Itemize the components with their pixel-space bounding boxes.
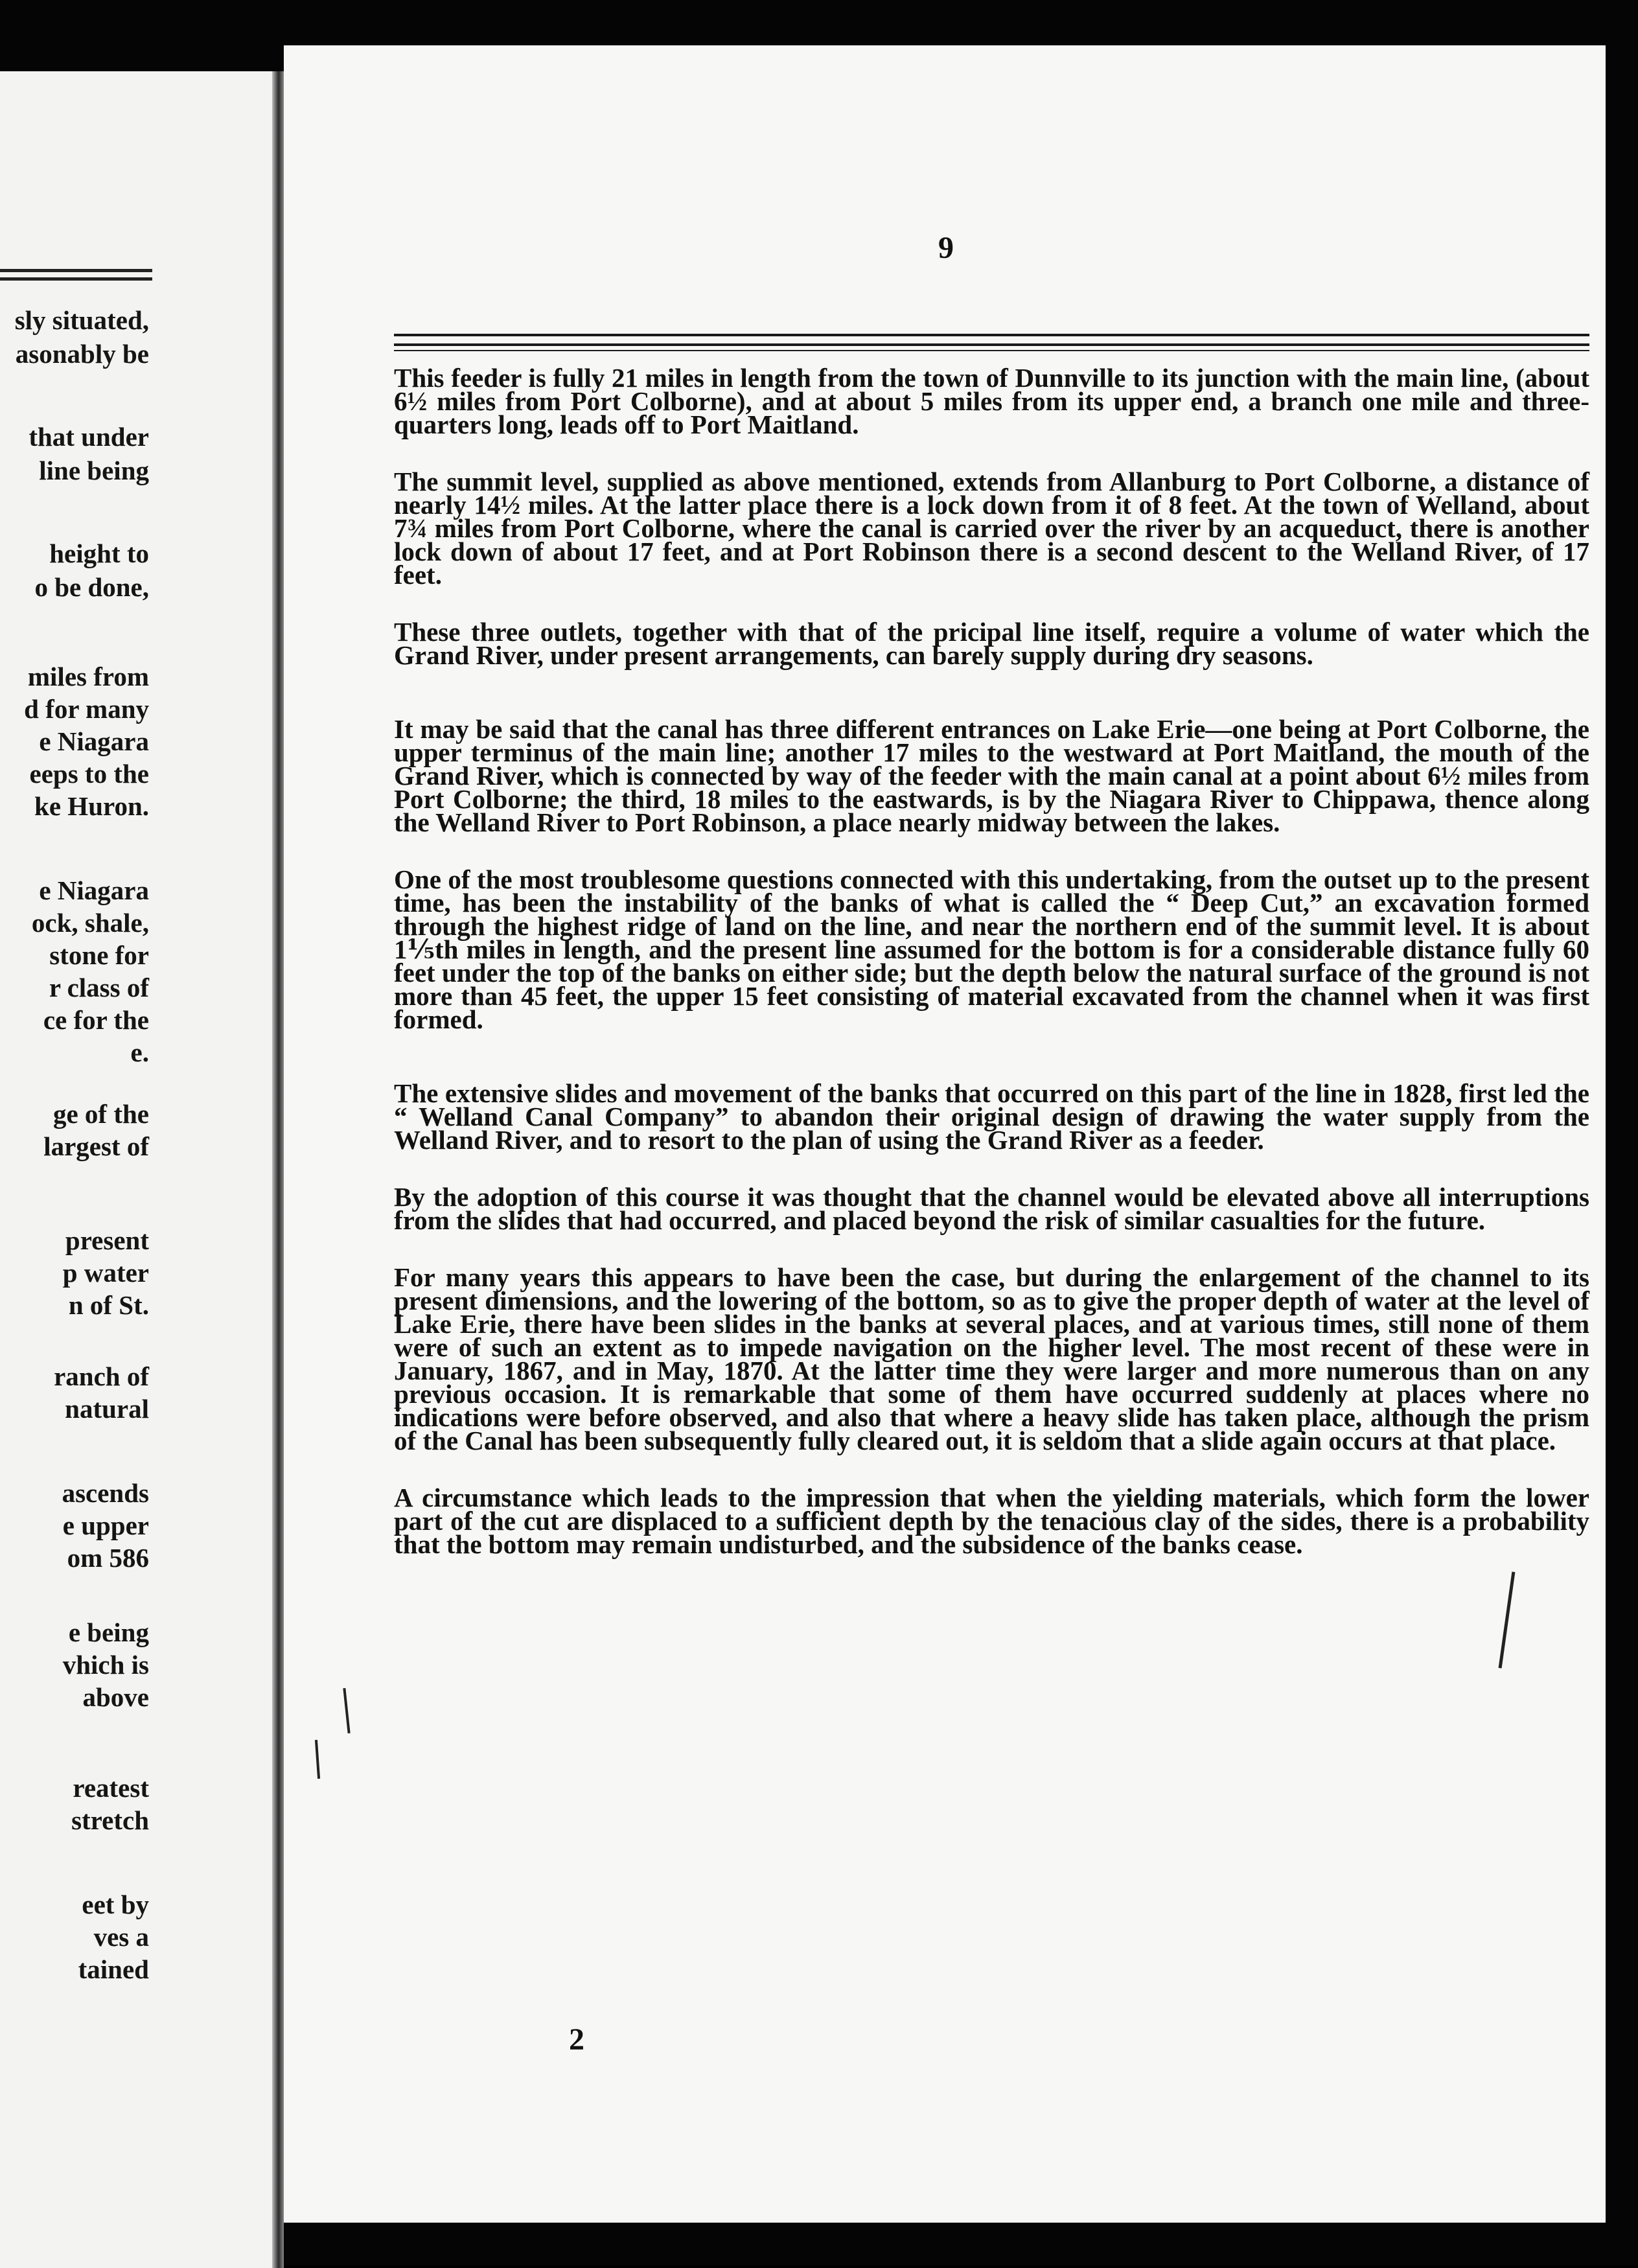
left-page-line: ascends bbox=[62, 1478, 149, 1508]
left-page-line: ock, shale, bbox=[31, 908, 149, 938]
left-page-line: e Niagara bbox=[39, 726, 149, 756]
left-page-rule bbox=[0, 269, 152, 272]
header-rule bbox=[394, 350, 1589, 351]
left-page-line: natural bbox=[65, 1394, 149, 1424]
body-text bbox=[394, 363, 1589, 1590]
left-page-line: that under bbox=[29, 422, 149, 452]
left-page-fragment bbox=[0, 71, 272, 2268]
paragraph: It may be said that the canal has three different entrances on Lake Erie—one being at Port Colborne, the upper terminus of the main line; another 17 miles to the westward at Port Maitland, the mouth of the Grand River, which is connected by way of the feeder with the main canal at a point about 6½ miles from Port Colborne; the third, 18 miles to the eastwards, is by the Niagara River to Chippawa, thence along the Welland River to Port Robinson, a place nearly midway between the lakes. bbox=[394, 714, 1589, 837]
left-page-line: ge of the bbox=[52, 1099, 149, 1129]
left-page-line: height to bbox=[49, 538, 149, 568]
paragraph: One of the most troublesome questions connected with this undertaking, from the outset up to the present time, has been the instability of the banks of what is called the “ Deep Cut,” an excavation formed through the highest ridge of land on the line, and near the northern end of the summit level. It is about 1⅕th miles in length, and the present line assumed for the bottom is for a considerable distance fully 60 feet under the top of the banks on either side; but the depth below the natural surface of the ground is not more than 45 feet, the upper 15 feet consisting of material excavated from the channel when it was first formed. bbox=[394, 864, 1589, 1034]
paragraph: These three outlets, together with that of the pricipal line itself, require a volume of water which the Grand River, under present arrangements, can barely supply during dry seasons. bbox=[394, 617, 1589, 670]
left-page-line: above bbox=[82, 1682, 149, 1712]
paragraph: By the adoption of this course it was thought that the channel would be elevated above all interruptions from the slides that had occurred, and placed beyond the risk of similar casualties for the future. bbox=[394, 1182, 1589, 1235]
paragraph: The summit level, supplied as above mentioned, extends from Allanburg to Port Colborne, a distance of nearly 14½ miles. At the latter place there is a lock down from it of 8 feet. At the town of Welland, about 7¾ miles from Port Colborne, where the canal is carried over the river by an acqueduct, there is another lock down of about 17 feet, and at Port Robinson there is a second descent to the Welland River, of 17 feet. bbox=[394, 467, 1589, 590]
pencil-margin-mark bbox=[315, 1740, 320, 1779]
left-page-line: eeps to the bbox=[29, 759, 149, 789]
left-page-line: sly situated, bbox=[14, 305, 149, 335]
paragraph: For many years this appears to have been the case, but during the enlargement of the channel to its present dimensions, and the lowering of the bottom, so as to give the proper depth of water at the level of Lake Erie, there have been slides in the banks at several places, and at various times, still none of them were of such an extent as to impede navigation on the higher level. The most recent of these were in January, 1867, and in May, 1870. At the latter time they were larger and more numerous than on any previous occasion. It is remarkable that some of them have occurred suddenly at places where no indications were before observed, and also that where a heavy slide has taken place, although the prism of the Canal has been subsequently fully cleared out, it is seldom that a slide again occurs at that place. bbox=[394, 1262, 1589, 1455]
left-page-line: stone for bbox=[49, 940, 149, 970]
left-page-line: vhich is bbox=[62, 1650, 149, 1680]
left-page-line: o be done, bbox=[34, 572, 149, 602]
left-page-line: stretch bbox=[71, 1805, 149, 1835]
right-page bbox=[284, 45, 1606, 2223]
left-page-line: p water bbox=[62, 1258, 149, 1288]
signature-folio: 2 bbox=[569, 2022, 584, 2057]
left-page-line: e upper bbox=[62, 1510, 149, 1540]
paragraph: A circumstance which leads to the impression that when the yielding materials, which form the lower part of the cut are displaced to a sufficient depth by the tenacious clay of the sides, there is a probability that the bottom may remain undisturbed, and the subsidence of the banks cease. bbox=[394, 1483, 1589, 1559]
left-page-line: d for many bbox=[24, 694, 149, 724]
page-number: 9 bbox=[938, 231, 954, 265]
left-page-line: line being bbox=[39, 456, 149, 485]
left-page-rule bbox=[0, 277, 152, 281]
header-rule bbox=[394, 343, 1589, 346]
book-gutter bbox=[272, 71, 284, 2268]
left-page-line: reatest bbox=[73, 1773, 149, 1803]
left-page-line: ves a bbox=[93, 1922, 149, 1952]
paragraph: This feeder is fully 21 miles in length from the town of Dunnville to its junction with the main line, (about 6½ miles from Port Colborne), and at about 5 miles from its upper end, a branch one mile and three-quarters long, leads off to Port Maitland. bbox=[394, 363, 1589, 439]
left-page-line: miles from bbox=[27, 662, 149, 691]
left-page-line: tained bbox=[78, 1954, 149, 1984]
left-page-line: eet by bbox=[82, 1890, 149, 1919]
left-page-line: present bbox=[65, 1225, 149, 1255]
left-page-line: largest of bbox=[43, 1131, 149, 1161]
left-page-line: e Niagara bbox=[39, 875, 149, 905]
left-page-line: ranch of bbox=[54, 1361, 149, 1391]
left-page-line: ke Huron. bbox=[34, 791, 149, 821]
left-page-line: r class of bbox=[49, 973, 149, 1002]
paragraph: The extensive slides and movement of the banks that occurred on this part of the line in 1828, first led the “ Welland Canal Company” to abandon their original design of drawing the water supply from the Welland River, and to resort to the plan of using the Grand River as a feeder. bbox=[394, 1078, 1589, 1155]
left-page-line: e. bbox=[130, 1037, 149, 1067]
left-page-line: om 586 bbox=[67, 1543, 149, 1573]
left-page-line: n of St. bbox=[68, 1290, 149, 1320]
left-page-line: e being bbox=[68, 1617, 149, 1647]
left-page-line: ce for the bbox=[43, 1005, 149, 1035]
left-page-line: asonably be bbox=[15, 339, 149, 369]
header-rule bbox=[394, 334, 1589, 336]
pencil-margin-mark bbox=[343, 1688, 350, 1733]
